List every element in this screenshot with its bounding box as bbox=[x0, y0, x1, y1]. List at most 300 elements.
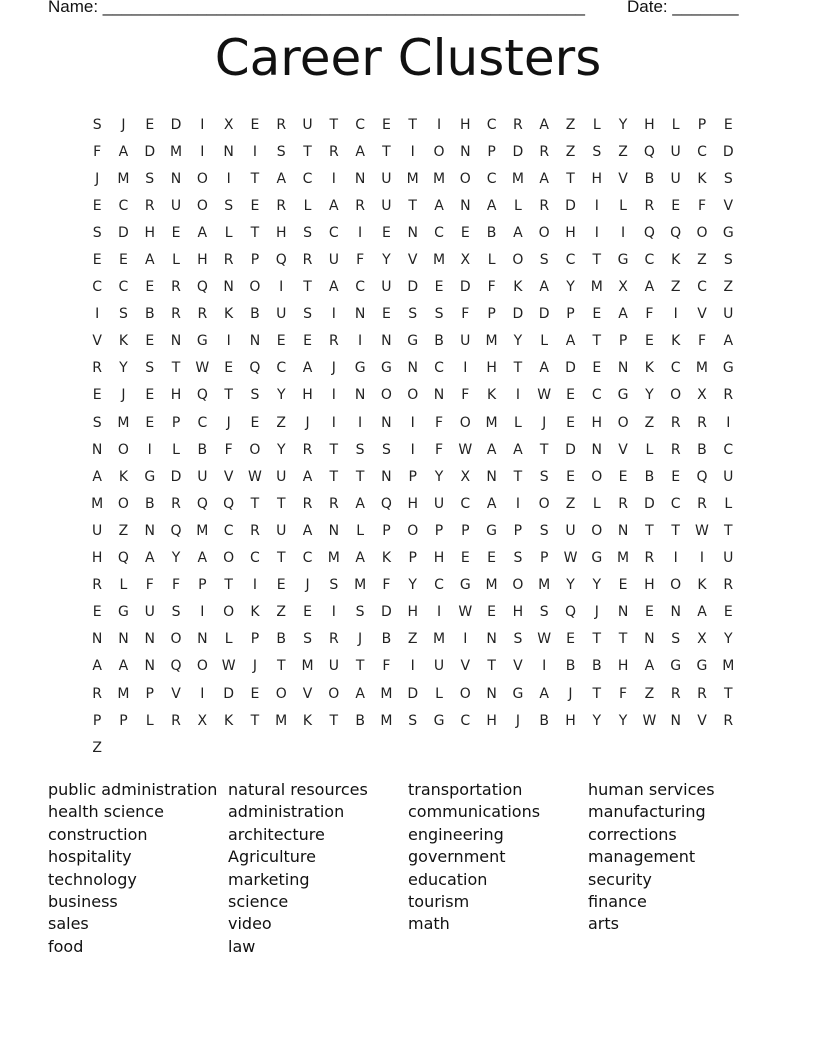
grid-letter: I bbox=[147, 441, 152, 458]
grid-letter: S bbox=[303, 224, 312, 241]
word-list-item: manufacturing bbox=[588, 802, 706, 822]
grid-letter: E bbox=[592, 306, 602, 323]
grid-letter: N bbox=[670, 712, 681, 729]
grid-letter: R bbox=[171, 279, 181, 296]
grid-letter: D bbox=[170, 468, 182, 485]
grid-letter: I bbox=[331, 604, 336, 621]
grid-letter: C bbox=[223, 522, 234, 539]
grid-letter: O bbox=[512, 252, 524, 269]
grid-letter: N bbox=[407, 224, 418, 241]
grid-letter: L bbox=[224, 224, 233, 241]
grid-letter: S bbox=[92, 116, 102, 133]
grid-letter: R bbox=[328, 495, 339, 512]
grid-letter: A bbox=[486, 441, 497, 458]
grid-letter: G bbox=[696, 658, 708, 675]
grid-letter: R bbox=[513, 116, 523, 133]
grid-letter: N bbox=[197, 631, 208, 648]
grid-letter: H bbox=[275, 224, 287, 241]
grid-letter: H bbox=[433, 550, 445, 567]
grid-letter: M bbox=[354, 577, 367, 594]
grid-letter: D bbox=[722, 143, 734, 160]
grid-letter: N bbox=[381, 414, 392, 431]
grid-letter: E bbox=[145, 387, 155, 404]
grid-letter: H bbox=[565, 224, 576, 241]
grid-letter: J bbox=[121, 116, 126, 133]
grid-letter: E bbox=[487, 550, 497, 567]
grid-letter: F bbox=[356, 252, 365, 269]
grid-letter: W bbox=[248, 468, 262, 485]
grid-letter: I bbox=[621, 224, 626, 241]
grid-letter: C bbox=[670, 495, 681, 512]
grid-letter: M bbox=[117, 170, 130, 187]
grid-letter: S bbox=[329, 577, 339, 594]
word-list-item: architecture bbox=[228, 824, 325, 844]
grid-letter: O bbox=[433, 143, 445, 160]
grid-letter: P bbox=[145, 685, 154, 702]
word-list-item: communications bbox=[408, 802, 541, 822]
grid-letter: C bbox=[118, 279, 129, 296]
grid-letter: E bbox=[145, 414, 155, 431]
grid-letter: N bbox=[591, 441, 603, 458]
grid-letter: I bbox=[410, 143, 415, 160]
grid-letter: C bbox=[460, 712, 471, 729]
grid-letter: R bbox=[539, 143, 550, 160]
grid-letter: B bbox=[355, 712, 365, 729]
grid-letter: U bbox=[723, 550, 734, 567]
grid-letter: A bbox=[644, 279, 655, 296]
grid-letter: U bbox=[723, 306, 734, 323]
grid-letter: C bbox=[302, 170, 313, 187]
grid-letter: J bbox=[568, 685, 573, 702]
grid-letter: U bbox=[328, 252, 339, 269]
grid-letter: O bbox=[459, 170, 471, 187]
grid-letter: U bbox=[276, 468, 287, 485]
page-title: Career Clusters bbox=[214, 29, 602, 87]
grid-letter: E bbox=[566, 387, 575, 404]
grid-letter: H bbox=[591, 414, 603, 431]
grid-letter: A bbox=[118, 658, 129, 675]
grid-letter: I bbox=[252, 577, 257, 594]
grid-letter: H bbox=[407, 495, 418, 512]
grid-letter: Q bbox=[196, 495, 208, 512]
grid-letter: H bbox=[197, 252, 208, 269]
grid-letter: I bbox=[515, 387, 520, 404]
grid-letter: T bbox=[355, 468, 365, 485]
grid-letter: P bbox=[513, 522, 523, 539]
grid-letter: Q bbox=[223, 495, 235, 512]
grid-letter: C bbox=[434, 577, 444, 594]
grid-letter: S bbox=[723, 170, 733, 187]
grid-letter: W bbox=[221, 658, 236, 675]
grid-letter: I bbox=[279, 279, 284, 296]
grid-letter: P bbox=[250, 252, 260, 269]
grid-letter: U bbox=[276, 306, 287, 323]
grid-letter: B bbox=[539, 712, 549, 729]
grid-letter: K bbox=[487, 387, 497, 404]
grid-letter: A bbox=[302, 468, 313, 485]
grid-letter: E bbox=[566, 468, 575, 485]
grid-letter: G bbox=[196, 333, 208, 350]
grid-letter: M bbox=[485, 333, 498, 350]
grid-letter: B bbox=[197, 441, 208, 458]
word-list-item: engineering bbox=[408, 824, 504, 844]
grid-letter: L bbox=[172, 252, 180, 269]
grid-letter: I bbox=[726, 414, 731, 431]
grid-letter: O bbox=[117, 495, 129, 512]
grid-letter: C bbox=[644, 252, 655, 269]
grid-letter: O bbox=[407, 387, 419, 404]
grid-letter: T bbox=[592, 685, 602, 702]
grid-letter: E bbox=[92, 197, 102, 214]
grid-letter: U bbox=[433, 495, 445, 512]
grid-letter: L bbox=[435, 685, 443, 702]
grid-letter: V bbox=[697, 712, 707, 729]
grid-letter: J bbox=[515, 712, 520, 729]
grid-letter: O bbox=[459, 685, 471, 702]
grid-letter: N bbox=[328, 522, 340, 539]
grid-letter: X bbox=[197, 712, 208, 729]
grid-letter: Q bbox=[643, 224, 655, 241]
grid-letter: B bbox=[250, 306, 260, 323]
grid-letter: Q bbox=[380, 495, 392, 512]
grid-letter: T bbox=[276, 495, 286, 512]
grid-letter: R bbox=[539, 197, 550, 214]
grid-letter: P bbox=[697, 116, 707, 133]
grid-letter: E bbox=[644, 333, 654, 350]
grid-letter: N bbox=[381, 468, 392, 485]
grid-letter: T bbox=[513, 360, 523, 377]
grid-letter: O bbox=[223, 604, 235, 621]
grid-letter: I bbox=[331, 306, 336, 323]
grid-letter: R bbox=[355, 197, 365, 214]
grid-letter: S bbox=[592, 143, 602, 160]
grid-letter: L bbox=[303, 197, 312, 214]
grid-letter: K bbox=[671, 333, 681, 350]
grid-letter: K bbox=[513, 279, 523, 296]
grid-letter: G bbox=[380, 360, 392, 377]
grid-letter: Q bbox=[170, 658, 182, 675]
word-list bbox=[48, 779, 768, 958]
grid-letter: G bbox=[722, 360, 734, 377]
grid-letter: A bbox=[92, 468, 102, 485]
grid-letter: E bbox=[381, 306, 391, 323]
grid-letter: C bbox=[591, 387, 602, 404]
grid-letter: O bbox=[670, 577, 682, 594]
grid-letter: G bbox=[722, 224, 734, 241]
grid-letter: M bbox=[327, 550, 340, 567]
grid-letter: O bbox=[670, 387, 682, 404]
grid-letter: D bbox=[512, 306, 524, 323]
grid-letter: B bbox=[434, 333, 444, 350]
grid-letter: Z bbox=[565, 116, 576, 133]
grid-letter: S bbox=[171, 604, 181, 621]
grid-letter: M bbox=[695, 360, 709, 377]
grid-letter: R bbox=[328, 333, 339, 350]
grid-letter: R bbox=[197, 306, 208, 323]
grid-letter: N bbox=[486, 468, 497, 485]
grid-letter: A bbox=[565, 333, 576, 350]
grid-letter: Z bbox=[697, 252, 707, 269]
grid-letter: H bbox=[644, 116, 655, 133]
grid-letter: N bbox=[144, 522, 155, 539]
grid-letter: Q bbox=[170, 522, 182, 539]
grid-letter: S bbox=[276, 143, 286, 160]
grid-letter: T bbox=[224, 577, 233, 594]
grid-letter: E bbox=[566, 631, 575, 648]
grid-letter: B bbox=[276, 631, 287, 648]
grid-letter: I bbox=[699, 550, 705, 567]
grid-letter: P bbox=[539, 550, 549, 567]
grid-letter: N bbox=[486, 631, 497, 648]
grid-letter: I bbox=[673, 306, 678, 323]
grid-letter: F bbox=[461, 387, 470, 404]
word-list-item: transportation bbox=[408, 780, 523, 799]
grid-letter: Q bbox=[670, 224, 682, 241]
grid-letter: A bbox=[329, 279, 339, 296]
grid-letter: K bbox=[302, 712, 313, 729]
grid-letter: R bbox=[723, 712, 734, 729]
grid-letter: I bbox=[542, 658, 547, 675]
word-list-item: government bbox=[408, 847, 506, 867]
grid-letter: X bbox=[460, 252, 471, 269]
grid-letter: M bbox=[485, 577, 498, 594]
grid-letter: J bbox=[121, 387, 126, 404]
grid-letter: A bbox=[539, 116, 549, 133]
grid-letter: N bbox=[354, 387, 366, 404]
grid-letter: E bbox=[723, 604, 733, 621]
grid-letter: O bbox=[380, 387, 392, 404]
grid-letter: L bbox=[645, 441, 654, 458]
grid-letter: S bbox=[513, 550, 523, 567]
grid-letter: R bbox=[276, 197, 287, 214]
grid-letter: T bbox=[592, 252, 602, 269]
grid-letter: C bbox=[92, 279, 103, 296]
grid-letter: Z bbox=[644, 685, 655, 702]
grid-letter: M bbox=[617, 550, 630, 567]
grid-letter: T bbox=[171, 360, 181, 377]
grid-letter: R bbox=[276, 116, 287, 133]
grid-letter: X bbox=[223, 116, 234, 133]
word-list-item: security bbox=[588, 869, 652, 889]
grid-letter: U bbox=[670, 143, 681, 160]
grid-letter: T bbox=[645, 522, 654, 539]
grid-letter: G bbox=[670, 658, 682, 675]
grid-letter: Z bbox=[92, 739, 102, 756]
grid-letter: V bbox=[92, 333, 102, 350]
grid-letter: A bbox=[144, 550, 155, 567]
grid-letter: R bbox=[223, 252, 234, 269]
grid-letter: N bbox=[644, 631, 655, 648]
grid-letter: I bbox=[226, 170, 231, 187]
grid-letter: A bbox=[355, 685, 365, 702]
grid-letter: R bbox=[670, 685, 681, 702]
grid-letter: F bbox=[93, 143, 102, 160]
grid-letter: S bbox=[355, 604, 365, 621]
grid-letter: Y bbox=[618, 116, 628, 133]
grid-letter: U bbox=[723, 468, 734, 485]
grid-letter: E bbox=[381, 116, 391, 133]
grid-letter: W bbox=[537, 631, 552, 648]
grid-letter: C bbox=[118, 197, 129, 214]
grid-letter: E bbox=[671, 197, 681, 214]
grid-letter: H bbox=[617, 658, 629, 675]
grid-letter: R bbox=[250, 522, 260, 539]
grid-letter: E bbox=[92, 604, 102, 621]
grid-letter: G bbox=[591, 550, 603, 567]
grid-letter: X bbox=[697, 387, 707, 404]
grid-letter: W bbox=[537, 387, 552, 404]
grid-letter: V bbox=[223, 468, 234, 485]
grid-letter: Y bbox=[645, 387, 654, 404]
grid-letter: C bbox=[302, 550, 313, 567]
grid-letter: L bbox=[724, 495, 733, 512]
grid-letter: J bbox=[331, 360, 336, 377]
grid-letter: F bbox=[382, 577, 391, 594]
grid-letter: O bbox=[196, 170, 208, 187]
grid-letter: A bbox=[144, 252, 155, 269]
grid-letter: C bbox=[697, 279, 707, 296]
header bbox=[48, 0, 739, 17]
grid-letter: C bbox=[434, 224, 444, 241]
grid-letter: N bbox=[617, 360, 629, 377]
grid-letter: Z bbox=[276, 604, 287, 621]
grid-letter: S bbox=[303, 306, 312, 323]
grid-letter: A bbox=[197, 224, 208, 241]
grid-letter: I bbox=[463, 360, 468, 377]
grid-letter: T bbox=[671, 522, 680, 539]
grid-letter: A bbox=[197, 550, 208, 567]
grid-letter: M bbox=[432, 170, 446, 187]
grid-letter: Y bbox=[382, 252, 391, 269]
grid-letter: D bbox=[512, 143, 524, 160]
grid-letter: M bbox=[485, 414, 498, 431]
grid-letter: A bbox=[513, 224, 523, 241]
grid-letter: J bbox=[226, 414, 231, 431]
word-list-item: finance bbox=[588, 891, 647, 911]
grid-letter: I bbox=[410, 414, 415, 431]
grid-letter: O bbox=[617, 414, 629, 431]
letter-grid bbox=[84, 111, 741, 761]
grid-letter: I bbox=[594, 197, 599, 214]
grid-letter: Z bbox=[407, 631, 418, 648]
grid-letter: U bbox=[144, 604, 155, 621]
grid-letter: W bbox=[458, 441, 473, 458]
grid-letter: D bbox=[565, 360, 576, 377]
grid-letter: C bbox=[434, 360, 444, 377]
grid-letter: E bbox=[618, 577, 628, 594]
grid-letter: D bbox=[118, 224, 129, 241]
grid-letter: R bbox=[670, 441, 681, 458]
grid-letter: H bbox=[460, 116, 471, 133]
grid-letter: J bbox=[252, 658, 257, 675]
grid-letter: P bbox=[434, 522, 444, 539]
grid-letter: Y bbox=[592, 577, 602, 594]
grid-letter: T bbox=[329, 468, 339, 485]
grid-letter: Y bbox=[618, 712, 628, 729]
grid-letter: Q bbox=[196, 387, 208, 404]
grid-letter: L bbox=[119, 577, 128, 594]
grid-letter: I bbox=[410, 658, 415, 675]
grid-letter: V bbox=[513, 658, 523, 675]
grid-letter: Z bbox=[565, 143, 576, 160]
grid-letter: R bbox=[328, 631, 339, 648]
grid-letter: T bbox=[250, 712, 260, 729]
grid-letter: N bbox=[460, 143, 471, 160]
grid-letter: E bbox=[119, 252, 128, 269]
grid-letter: M bbox=[275, 712, 288, 729]
word-list-item: human services bbox=[588, 780, 715, 799]
grid-letter: I bbox=[200, 116, 205, 133]
grid-letter: K bbox=[671, 252, 681, 269]
grid-letter: B bbox=[697, 441, 707, 458]
grid-letter: B bbox=[144, 495, 155, 512]
grid-letter: X bbox=[460, 468, 471, 485]
grid-letter: V bbox=[460, 658, 471, 675]
grid-letter: P bbox=[487, 306, 496, 323]
grid-letter: J bbox=[594, 604, 599, 621]
grid-letter: L bbox=[513, 197, 522, 214]
grid-letter: Y bbox=[276, 387, 286, 404]
grid-letter: S bbox=[723, 252, 733, 269]
grid-letter: E bbox=[250, 116, 260, 133]
grid-letter: C bbox=[670, 360, 681, 377]
grid-letter: P bbox=[566, 306, 575, 323]
grid-letter: G bbox=[407, 333, 419, 350]
word-list-item: technology bbox=[48, 869, 137, 889]
grid-letter: L bbox=[540, 333, 549, 350]
grid-letter: J bbox=[305, 414, 310, 431]
grid-letter: R bbox=[328, 143, 339, 160]
grid-letter: N bbox=[354, 306, 366, 323]
grid-letter: R bbox=[670, 414, 681, 431]
grid-letter: S bbox=[539, 252, 549, 269]
grid-letter: L bbox=[487, 252, 496, 269]
grid-letter: D bbox=[144, 143, 156, 160]
grid-letter: S bbox=[539, 522, 549, 539]
grid-letter: K bbox=[118, 468, 129, 485]
grid-letter: S bbox=[92, 224, 102, 241]
grid-letter: I bbox=[515, 495, 520, 512]
grid-letter: E bbox=[487, 604, 497, 621]
grid-letter: T bbox=[592, 333, 602, 350]
grid-letter: U bbox=[92, 522, 103, 539]
grid-letter: Z bbox=[618, 143, 628, 160]
grid-letter: T bbox=[592, 631, 602, 648]
grid-letter: C bbox=[355, 279, 365, 296]
grid-letter: D bbox=[459, 279, 471, 296]
grid-letter: T bbox=[224, 387, 233, 404]
grid-letter: C bbox=[197, 414, 208, 431]
grid-letter: U bbox=[565, 522, 576, 539]
grid-letter: C bbox=[276, 360, 287, 377]
word-list-item: food bbox=[48, 936, 84, 956]
grid-letter: L bbox=[592, 495, 601, 512]
grid-letter: M bbox=[380, 712, 393, 729]
grid-letter: C bbox=[460, 495, 471, 512]
grid-letter: Y bbox=[408, 577, 417, 594]
grid-letter: W bbox=[195, 360, 210, 377]
grid-letter: I bbox=[358, 224, 363, 241]
grid-letter: K bbox=[118, 333, 129, 350]
grid-letter: F bbox=[382, 658, 391, 675]
grid-letter: I bbox=[358, 414, 363, 431]
grid-letter: R bbox=[171, 712, 181, 729]
word-list-item: arts bbox=[588, 914, 619, 934]
grid-letter: M bbox=[169, 143, 183, 160]
grid-letter: A bbox=[539, 360, 549, 377]
grid-letter: J bbox=[542, 414, 547, 431]
grid-letter: Z bbox=[723, 279, 734, 296]
